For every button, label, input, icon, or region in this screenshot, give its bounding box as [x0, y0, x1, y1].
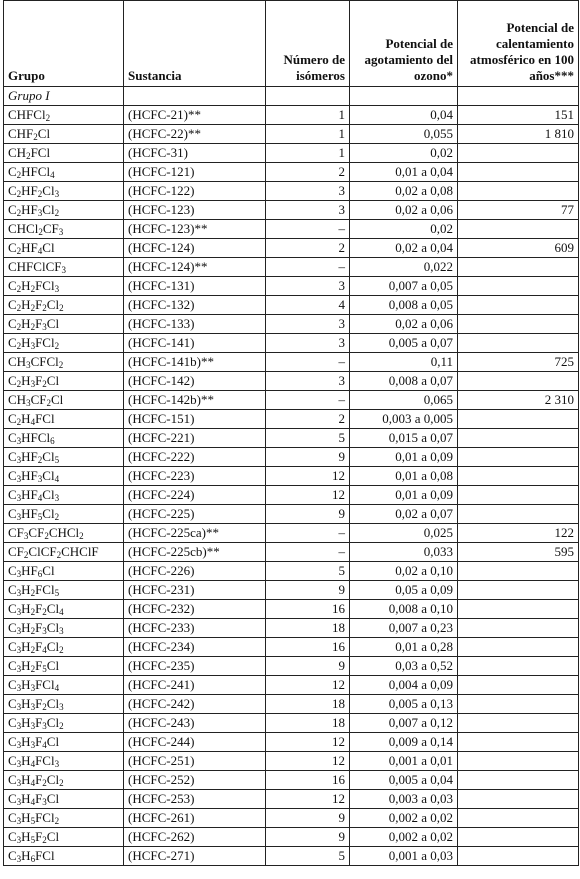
table-row	[4, 334, 579, 353]
ozone-depletion-cell: 0,009 a 0,14	[350, 733, 458, 752]
isomers-cell: 5	[266, 847, 350, 866]
global-warming-cell	[458, 277, 579, 296]
substance-cell: (HCFC-232)	[124, 600, 266, 619]
formula-cell: $C_2H_2FCl_3$	[4, 277, 124, 296]
global-warming-cell	[458, 562, 579, 581]
formula-cell: $C_2HFCl_4$	[4, 163, 124, 182]
table-row	[4, 581, 579, 600]
ozone-depletion-cell: 0,02 a 0,04	[350, 239, 458, 258]
table-row	[4, 296, 579, 315]
formula-cell: $C_3H_2F_3Cl_3$	[4, 619, 124, 638]
formula-cell: $C_3HF_5Cl_2$	[4, 505, 124, 524]
table-row	[4, 752, 579, 771]
global-warming-cell	[458, 581, 579, 600]
ozone-depletion-cell: 0,008 a 0,10	[350, 600, 458, 619]
isomers-cell: 9	[266, 809, 350, 828]
substance-cell: (HCFC-241)	[124, 676, 266, 695]
table-row	[4, 220, 579, 239]
substance-cell: (HCFC-226)	[124, 562, 266, 581]
ozone-depletion-cell: 0,025	[350, 524, 458, 543]
formula-cell: $C_3HF_2Cl_5$	[4, 448, 124, 467]
formula-cell: $CH_2FCl$	[4, 144, 124, 163]
ozone-depletion-cell: 0,004 a 0,09	[350, 676, 458, 695]
ozone-depletion-cell: 0,03 a 0,52	[350, 657, 458, 676]
table-row	[4, 353, 579, 372]
substance-cell: (HCFC-252)	[124, 771, 266, 790]
isomers-cell: 9	[266, 581, 350, 600]
ozone-depletion-cell: 0,003 a 0,03	[350, 790, 458, 809]
global-warming-cell	[458, 790, 579, 809]
global-warming-cell	[458, 220, 579, 239]
substance-cell: (HCFC-225cb)**	[124, 543, 266, 562]
formula-cell: CHFCl$_2$	[4, 106, 124, 125]
substance-cell: (HCFC-225)	[124, 505, 266, 524]
ozone-depletion-cell: 0,002 a 0,02	[350, 809, 458, 828]
global-warming-cell	[458, 182, 579, 201]
table-row	[4, 467, 579, 486]
formula-cell: $C_2H_3F_2Cl$	[4, 372, 124, 391]
global-warming-cell	[458, 638, 579, 657]
formula-cell: $C_3H_3F_2Cl_3$	[4, 695, 124, 714]
table-row	[4, 239, 579, 258]
ozone-depletion-cell: 0,01 a 0,04	[350, 163, 458, 182]
substance-cell: (HCFC-234)	[124, 638, 266, 657]
formula-cell: $C_2H_4FCl$	[4, 410, 124, 429]
global-warming-cell	[458, 752, 579, 771]
isomers-cell: 3	[266, 334, 350, 353]
isomers-cell: 12	[266, 467, 350, 486]
formula-cell: $C_3HF_4Cl_3$	[4, 486, 124, 505]
isomers-cell: –	[266, 524, 350, 543]
substance-cell: (HCFC-22)**	[124, 125, 266, 144]
table-row	[4, 277, 579, 296]
ozone-depletion-cell: 0,007 a 0,23	[350, 619, 458, 638]
substance-cell: (HCFC-121)	[124, 163, 266, 182]
formula-cell: $C_3HF_3Cl_4$	[4, 467, 124, 486]
isomers-cell: 12	[266, 486, 350, 505]
empty-cell	[458, 87, 579, 106]
global-warming-cell: 77	[458, 201, 579, 220]
ozone-depletion-cell: 0,003 a 0,005	[350, 410, 458, 429]
substance-cell: (HCFC-132)	[124, 296, 266, 315]
formula-cell: $C_3HFCl_6$	[4, 429, 124, 448]
substance-cell: (HCFC-124)**	[124, 258, 266, 277]
table-row	[4, 201, 579, 220]
table-row	[4, 163, 579, 182]
ozone-depletion-cell: 0,001 a 0,03	[350, 847, 458, 866]
substance-cell: (HCFC-261)	[124, 809, 266, 828]
isomers-cell: –	[266, 543, 350, 562]
empty-cell	[350, 87, 458, 106]
isomers-cell: –	[266, 220, 350, 239]
formula-cell: $C_2H_2F_3Cl$	[4, 315, 124, 334]
isomers-cell: 3	[266, 315, 350, 334]
global-warming-cell	[458, 505, 579, 524]
ozone-depletion-cell: 0,11	[350, 353, 458, 372]
formula-cell: $C_2H_3FCl_2$	[4, 334, 124, 353]
ozone-depletion-cell: 0,065	[350, 391, 458, 410]
header-ozone-depletion: Potencial de agotamiento del ozono*	[350, 1, 458, 87]
isomers-cell: 18	[266, 714, 350, 733]
global-warming-cell	[458, 429, 579, 448]
substance-cell: (HCFC-224)	[124, 486, 266, 505]
formula-cell: $C_3H_4FCl_3$	[4, 752, 124, 771]
substance-cell: (HCFC-251)	[124, 752, 266, 771]
formula-cell: $C_3H_3F_4Cl$	[4, 733, 124, 752]
isomers-cell: 1	[266, 144, 350, 163]
ozone-depletion-cell: 0,02	[350, 220, 458, 239]
formula-cell: $C_2HF_4Cl$	[4, 239, 124, 258]
substance-cell: (HCFC-131)	[124, 277, 266, 296]
substance-cell: (HCFC-231)	[124, 581, 266, 600]
formula-cell: $C_3H_5F_2Cl$	[4, 828, 124, 847]
empty-cell	[266, 87, 350, 106]
ozone-depletion-cell: 0,01 a 0,09	[350, 486, 458, 505]
table-row	[4, 543, 579, 562]
substance-cell: (HCFC-235)	[124, 657, 266, 676]
ozone-depletion-cell: 0,008 a 0,05	[350, 296, 458, 315]
global-warming-cell	[458, 600, 579, 619]
table-row	[4, 448, 579, 467]
ozone-depletion-cell: 0,015 a 0,07	[350, 429, 458, 448]
formula-cell: $CF_2ClCF_2CHClF$	[4, 543, 124, 562]
table-row	[4, 657, 579, 676]
table-row	[4, 638, 579, 657]
global-warming-cell	[458, 163, 579, 182]
substance-cell: (HCFC-221)	[124, 429, 266, 448]
global-warming-cell	[458, 771, 579, 790]
table-body	[4, 87, 579, 866]
table-row	[4, 258, 579, 277]
substance-cell: (HCFC-223)	[124, 467, 266, 486]
isomers-cell: 9	[266, 828, 350, 847]
table-row	[4, 106, 579, 125]
ozone-depletion-cell: 0,04	[350, 106, 458, 125]
global-warming-cell: 595	[458, 543, 579, 562]
isomers-cell: 16	[266, 638, 350, 657]
formula-cell: $CH_3CFCl_2$	[4, 353, 124, 372]
formula-cell: $CHCl_2CF_3$	[4, 220, 124, 239]
ozone-depletion-cell: 0,005 a 0,13	[350, 695, 458, 714]
substance-cell: (HCFC-123)	[124, 201, 266, 220]
isomers-cell: 4	[266, 296, 350, 315]
formula-cell: CHFClCF$_3$	[4, 258, 124, 277]
global-warming-cell: 609	[458, 239, 579, 258]
ozone-depletion-cell: 0,005 a 0,07	[350, 334, 458, 353]
substance-cell: (HCFC-141)	[124, 334, 266, 353]
formula-cell: $C_3H_6FCl$	[4, 847, 124, 866]
global-warming-cell	[458, 315, 579, 334]
global-warming-cell: 2 310	[458, 391, 579, 410]
substance-cell: (HCFC-31)	[124, 144, 266, 163]
global-warming-cell	[458, 657, 579, 676]
ozone-depletion-cell: 0,02 a 0,08	[350, 182, 458, 201]
isomers-cell: 12	[266, 790, 350, 809]
formula-cell: $CHF_2Cl$	[4, 125, 124, 144]
isomers-cell: –	[266, 353, 350, 372]
isomers-cell: 12	[266, 752, 350, 771]
empty-cell	[124, 87, 266, 106]
table-row	[4, 524, 579, 543]
ozone-depletion-cell: 0,02	[350, 144, 458, 163]
global-warming-cell: 1 810	[458, 125, 579, 144]
header-global-warming: Potencial de calentamiento atmosférico en 100 años***	[458, 1, 579, 87]
table-row	[4, 410, 579, 429]
formula-cell: $C_3H_2F_2Cl_4$	[4, 600, 124, 619]
isomers-cell: 1	[266, 125, 350, 144]
table-row	[4, 505, 579, 524]
substance-cell: (HCFC-253)	[124, 790, 266, 809]
table-row	[4, 125, 579, 144]
global-warming-cell: 151	[458, 106, 579, 125]
substance-cell: (HCFC-233)	[124, 619, 266, 638]
formula-cell: $C_3H_4F_2Cl_2$	[4, 771, 124, 790]
global-warming-cell	[458, 676, 579, 695]
isomers-cell: 3	[266, 372, 350, 391]
formula-cell: $CH_3CF_2Cl$	[4, 391, 124, 410]
formula-cell: $C_3H_5FCl_2$	[4, 809, 124, 828]
substance-cell: (HCFC-243)	[124, 714, 266, 733]
ozone-depletion-cell: 0,02 a 0,06	[350, 315, 458, 334]
group-row	[4, 87, 579, 106]
ozone-depletion-cell: 0,055	[350, 125, 458, 144]
isomers-cell: 9	[266, 448, 350, 467]
global-warming-cell	[458, 144, 579, 163]
isomers-cell: 12	[266, 733, 350, 752]
table-row	[4, 676, 579, 695]
ozone-depletion-cell: 0,007 a 0,12	[350, 714, 458, 733]
group-label: Grupo I	[4, 87, 124, 106]
global-warming-cell	[458, 334, 579, 353]
formula-cell: $C_2HF_3Cl_2$	[4, 201, 124, 220]
ozone-depletion-cell: 0,02 a 0,06	[350, 201, 458, 220]
isomers-cell: 1	[266, 106, 350, 125]
formula-cell: $CF_3CF_2CHCl_2$	[4, 524, 124, 543]
table-row	[4, 144, 579, 163]
ozone-depletion-cell: 0,05 a 0,09	[350, 581, 458, 600]
ozone-depletion-cell: 0,008 a 0,07	[350, 372, 458, 391]
substance-cell: (HCFC-225ca)**	[124, 524, 266, 543]
ozone-depletion-cell: 0,007 a 0,05	[350, 277, 458, 296]
formula-cell: $C_3H_4F_3Cl$	[4, 790, 124, 809]
isomers-cell: 18	[266, 619, 350, 638]
formula-cell: $C_3H_3FCl_4$	[4, 676, 124, 695]
isomers-cell: 2	[266, 410, 350, 429]
substance-cell: (HCFC-142)	[124, 372, 266, 391]
formula-cell: $C_3H_2FCl_5$	[4, 581, 124, 600]
isomers-cell: 3	[266, 277, 350, 296]
ozone-depletion-cell: 0,01 a 0,08	[350, 467, 458, 486]
ozone-depletion-cell: 0,02 a 0,07	[350, 505, 458, 524]
table-row	[4, 391, 579, 410]
substance-cell: (HCFC-271)	[124, 847, 266, 866]
table-row	[4, 847, 579, 866]
table-row	[4, 619, 579, 638]
substance-cell: (HCFC-242)	[124, 695, 266, 714]
isomers-cell: 5	[266, 429, 350, 448]
table-row	[4, 182, 579, 201]
table-row	[4, 733, 579, 752]
global-warming-cell	[458, 258, 579, 277]
isomers-cell: 5	[266, 562, 350, 581]
formula-cell: $C_3HF_6Cl$	[4, 562, 124, 581]
table-row	[4, 315, 579, 334]
isomers-cell: –	[266, 391, 350, 410]
header-substance: Sustancia	[124, 1, 266, 87]
global-warming-cell: 725	[458, 353, 579, 372]
substance-cell: (HCFC-151)	[124, 410, 266, 429]
table-row	[4, 714, 579, 733]
ozone-depletion-cell: 0,033	[350, 543, 458, 562]
table-row	[4, 809, 579, 828]
formula-cell: $C_3H_2F_4Cl_2$	[4, 638, 124, 657]
substance-cell: (HCFC-124)	[124, 239, 266, 258]
formula-cell: $C_2HF_2Cl_3$	[4, 182, 124, 201]
isomers-cell: 9	[266, 657, 350, 676]
table-row	[4, 562, 579, 581]
formula-cell: $C_2H_2F_2Cl_2$	[4, 296, 124, 315]
isomers-cell: 3	[266, 201, 350, 220]
global-warming-cell	[458, 695, 579, 714]
ozone-depletion-cell: 0,022	[350, 258, 458, 277]
isomers-cell: 2	[266, 163, 350, 182]
global-warming-cell	[458, 467, 579, 486]
substance-cell: (HCFC-262)	[124, 828, 266, 847]
substance-cell: (HCFC-141b)**	[124, 353, 266, 372]
formula-cell: $C_3H_2F_5Cl$	[4, 657, 124, 676]
global-warming-cell	[458, 296, 579, 315]
global-warming-cell	[458, 847, 579, 866]
header-row	[4, 1, 579, 87]
global-warming-cell	[458, 714, 579, 733]
substance-cell: (HCFC-244)	[124, 733, 266, 752]
table-row	[4, 695, 579, 714]
table-row	[4, 486, 579, 505]
isomers-cell: 16	[266, 600, 350, 619]
table-row	[4, 790, 579, 809]
global-warming-cell	[458, 372, 579, 391]
ozone-depletion-cell: 0,01 a 0,09	[350, 448, 458, 467]
substance-cell: (HCFC-133)	[124, 315, 266, 334]
isomers-cell: 2	[266, 239, 350, 258]
global-warming-cell	[458, 809, 579, 828]
header-group: Grupo	[4, 1, 124, 87]
isomers-cell: 12	[266, 676, 350, 695]
hcfc-table	[3, 0, 579, 866]
global-warming-cell	[458, 733, 579, 752]
isomers-cell: 9	[266, 505, 350, 524]
global-warming-cell	[458, 828, 579, 847]
formula-cell: $C_3H_3F_3Cl_2$	[4, 714, 124, 733]
substance-cell: (HCFC-122)	[124, 182, 266, 201]
ozone-depletion-cell: 0,005 a 0,04	[350, 771, 458, 790]
ozone-depletion-cell: 0,02 a 0,10	[350, 562, 458, 581]
global-warming-cell: 122	[458, 524, 579, 543]
global-warming-cell	[458, 486, 579, 505]
global-warming-cell	[458, 448, 579, 467]
table-row	[4, 429, 579, 448]
header-isomers: Número de isómeros	[266, 1, 350, 87]
global-warming-cell	[458, 619, 579, 638]
substance-cell: (HCFC-222)	[124, 448, 266, 467]
substance-cell: (HCFC-21)**	[124, 106, 266, 125]
ozone-depletion-cell: 0,01 a 0,28	[350, 638, 458, 657]
table-row	[4, 771, 579, 790]
global-warming-cell	[458, 410, 579, 429]
table-row	[4, 372, 579, 391]
substance-cell: (HCFC-123)**	[124, 220, 266, 239]
isomers-cell: –	[266, 258, 350, 277]
ozone-depletion-cell: 0,002 a 0,02	[350, 828, 458, 847]
isomers-cell: 18	[266, 695, 350, 714]
isomers-cell: 16	[266, 771, 350, 790]
ozone-depletion-cell: 0,001 a 0,01	[350, 752, 458, 771]
isomers-cell: 3	[266, 182, 350, 201]
table-row	[4, 600, 579, 619]
table-row	[4, 828, 579, 847]
substance-cell: (HCFC-142b)**	[124, 391, 266, 410]
